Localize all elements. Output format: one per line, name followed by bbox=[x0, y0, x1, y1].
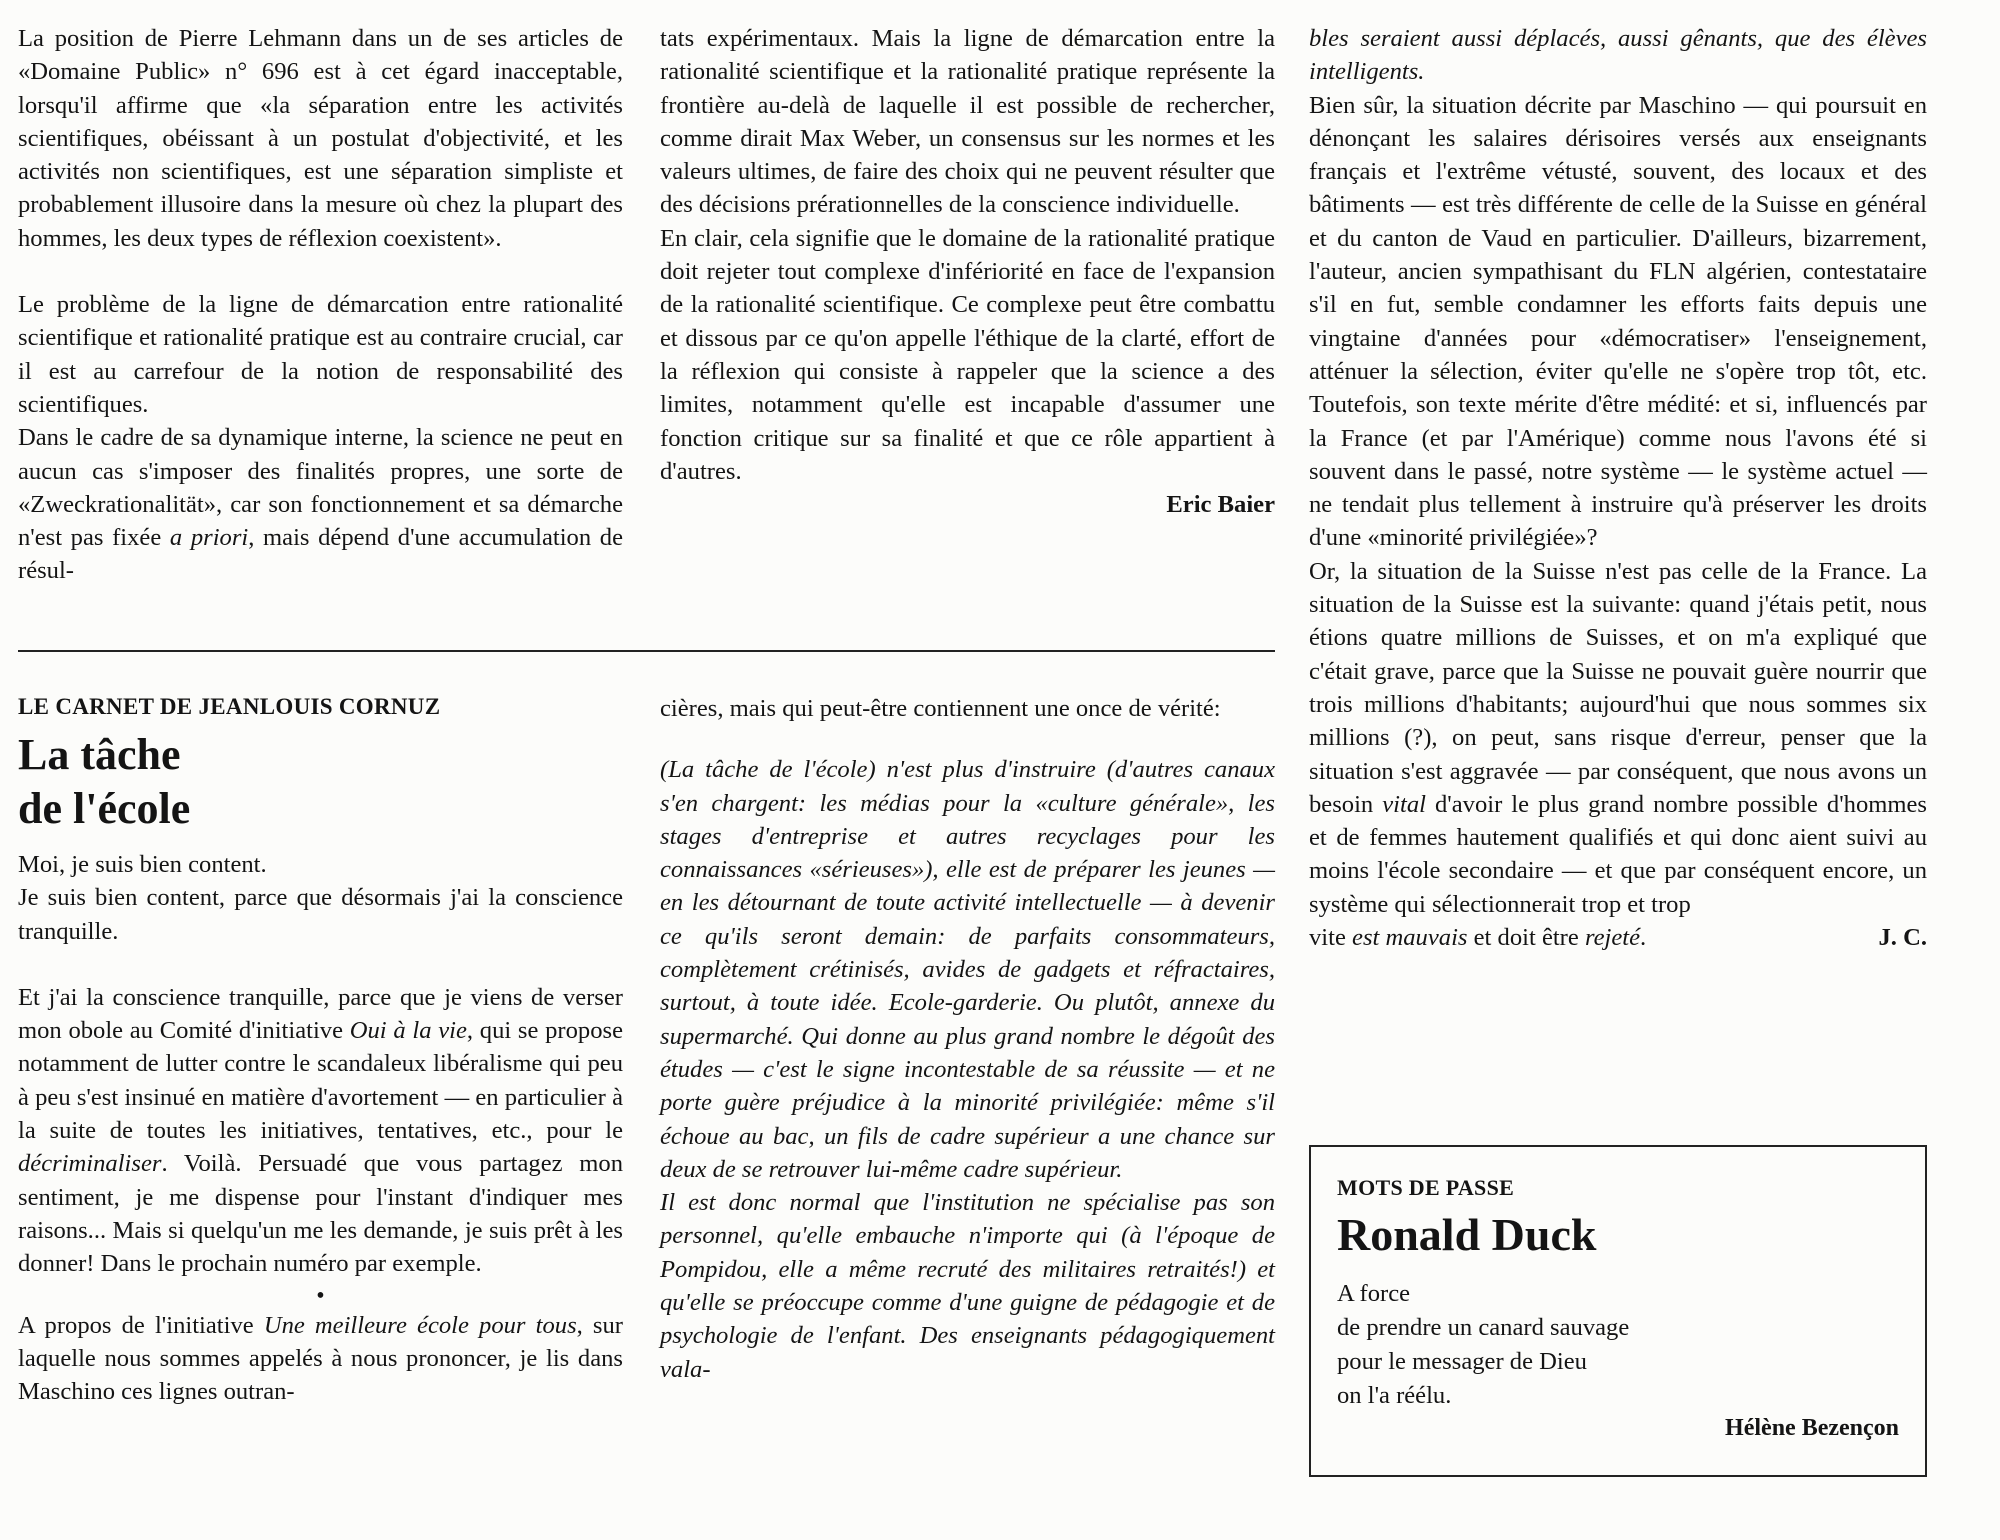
paragraph: Dans le cadre de sa dynamique interne, la science ne peut en aucun cas s'imposer des finalités propres, une sorte de «Zweckrationalität», car son fonctionnement et sa démarche n'est pas fixée a priori, mais dépend d'une accumulation de résul- bbox=[18, 424, 623, 585]
paragraph: cières, mais qui peut-être contiennent une once de vérité: bbox=[660, 695, 1221, 722]
column-right bbox=[1309, 22, 1927, 954]
poem-line: A force bbox=[1337, 1280, 1411, 1307]
title-line: La tâche bbox=[18, 730, 181, 779]
poem-author: Hélène Bezençon bbox=[1725, 1415, 1899, 1441]
quote-paragraph: Il est donc normal que l'institution ne spécialise pas son personnel, qu'elle embauche n'importe qui (à l'époque de Pompidou, elle a même recruté des militaires retraités!) et qu'elle se préoccupe comme d'une guigne de pédagogie et de psychologie de l'enfant. Des enseignants pédagogiquement vala- bbox=[660, 1189, 1275, 1383]
article-title bbox=[18, 728, 623, 836]
poem-line: on l'a réélu. bbox=[1337, 1382, 1452, 1409]
paragraph: Bien sûr, la situation décrite par Maschino — qui poursuit en dénonçant les salaires dérisoires versés aux enseignants français et l'extrême vétusté, souvent, des locaux et des bâtiments — est très différente de celle de la Suisse en général et du canton de Vaud en particulier. D'ailleurs, bizarrement, l'auteur, ancien sympathisant du FLN algérien, contestataire s'il en fut, semble condamner les efforts faits depuis une vingtaine d'années pour «démocratiser» l'enseignement, atténuer la sélection, éviter qu'elle ne s'opère trop tôt, etc. Toutefois, son texte mérite d'être médité: et si, influencés par la France (et par l'Amérique) comme nous l'avons été si souvent dans le passé, notre système — le système actuel — ne tendait plus tellement à instruire qu'à préserver les droits d'une «minorité privilégiée»? bbox=[1309, 91, 1927, 552]
paragraph: Or, la situation de la Suisse n'est pas celle de la France. La situation de la Suisse est la suivante: quand j'étais petit, nous étions quatre millions de Suisses, et on m'a expliqué que c'était grave, parce que la Suisse ne pouvait guère nourrir que trois millions d'habitants; aujourd'hui que nous sommes six millions (?), on peut, sans risque d'erreur, penser que la situation s'est aggravée — par conséquent, que nous avons un besoin vital d'avoir le plus grand nombre possible d'hommes et de femmes hautement qualifiés et qui donc aient suivi au moins l'école secondaire — et que par conséquent encore, un système qui sélectionnerait trop et trop bbox=[1309, 557, 1927, 918]
poem bbox=[1337, 1277, 1899, 1413]
title-line: de l'école bbox=[18, 784, 191, 833]
mots-de-passe-box bbox=[1309, 1145, 1927, 1477]
box-title: Ronald Duck bbox=[1337, 1209, 1597, 1260]
author-signature: J. C. bbox=[1878, 924, 1927, 952]
closing-line: vite est mauvais et doit être rejeté. J. C. bbox=[1309, 921, 1927, 954]
quote-paragraph: bles seraient aussi déplacés, aussi gênants, que des élèves intelligents. bbox=[1309, 25, 1927, 86]
quote-paragraph: (La tâche de l'école) n'est plus d'instruire (d'autres canaux s'en chargent: les médias pour la «culture générale», les stages d'entreprise et autres recyclages pour les connaissances «sérieuses»), elle est de préparer les jeunes — en les détournant de toute activité intellectuelle — à devenir ce qu'ils seront demain: de parfaits consommateurs, complètement crétinisés, avides de gadgets et réfractaires, surtout, à toute idée. Ecole-garderie. Ou plutôt, annexe du supermarché. Qui donne au plus grand nombre le dégoût des études — c'est le signe incontestable de sa réussite — et ne porte guère préjudice à la minorité privilégiée: même s'il échoue au bac, un fils de cadre supérieur a une chance sur deux de se retrouver lui-même cadre supérieur. bbox=[660, 756, 1275, 1183]
paragraph: Moi, je suis bien content. bbox=[18, 851, 267, 878]
column-top-middle bbox=[660, 22, 1275, 521]
paragraph: tats expérimentaux. Mais la ligne de démarcation entre la rationalité scientifique et la rationalité pratique représente la frontière au-delà de laquelle il est possible de rechercher, comme dirait Max Weber, un consensus sur les normes et les valeurs ultimes, de faire des choix qui ne peuvent résulter que des décisions prérationnelles de la conscience individuelle. bbox=[660, 25, 1275, 219]
poem-line: pour le messager de Dieu bbox=[1337, 1348, 1587, 1375]
column-top-left bbox=[18, 22, 623, 588]
section-kicker: LE CARNET DE JEANLOUIS CORNUZ bbox=[18, 694, 441, 719]
column-quote bbox=[660, 692, 1275, 1386]
paragraph: Le problème de la ligne de démarcation entre rationalité scientifique et rationalité pratique est au contraire crucial, car il est au carrefour de la notion de responsabilité des scientifiques. bbox=[18, 291, 623, 418]
column-carnet bbox=[18, 692, 623, 1408]
paragraph: A propos de l'initiative Une meilleure école pour tous, sur laquelle nous sommes appelés à nous prononcer, je lis dans Maschino ces lignes outran- bbox=[18, 1311, 623, 1406]
paragraph: Et j'ai la conscience tranquille, parce que je viens de verser mon obole au Comité d'initiative Oui à la vie, qui se propose notamment de lutter contre le scandaleux libéralisme qui peu à peu s'est insinué en matière d'avortement — en particulier à la suite de toutes les initiatives, tentatives, etc., pour le décriminaliser. Voilà. Persuadé que vous partagez mon sentiment, je me dispense pour l'instant d'indiquer mes raisons... Mais si quelqu'un me les demande, je suis prêt à les donner! Dans le prochain numéro par exemple. bbox=[18, 983, 623, 1278]
paragraph: En clair, cela signifie que le domaine de la rationalité pratique doit rejeter tout complexe d'infériorité en face de l'expansion de la rationalité scientifique. Ce complexe peut être combattu et dissous par ce qu'on appelle l'éthique de la clarté, effort de la réflexion qui consiste à rappeler que la science a des limites, notamment qu'elle est incapable d'assumer une fonction critique sur sa finalité et que ce rôle appartient à d'autres. bbox=[660, 224, 1275, 485]
paragraph: La position de Pierre Lehmann dans un de ses articles de «Domaine Public» n° 696 est à cet égard inacceptable, lorsqu'il affirme que «la séparation entre les activités scientifiques, obéissant à un postulat d'objectivité, et les activités non scientifiques, est une séparation simpliste et probablement illusoire dans la mesure où chez la plupart des hommes, les deux types de réflexion coexistent». bbox=[18, 25, 623, 252]
paragraph: Je suis bien content, parce que désormais j'ai la conscience tranquille. bbox=[18, 884, 623, 945]
separator-dot: • bbox=[316, 1282, 325, 1309]
author-signature: Eric Baier bbox=[1166, 491, 1275, 519]
section-kicker: MOTS DE PASSE bbox=[1337, 1175, 1515, 1200]
horizontal-rule bbox=[18, 650, 1275, 652]
poem-line: de prendre un canard sauvage bbox=[1337, 1314, 1630, 1341]
